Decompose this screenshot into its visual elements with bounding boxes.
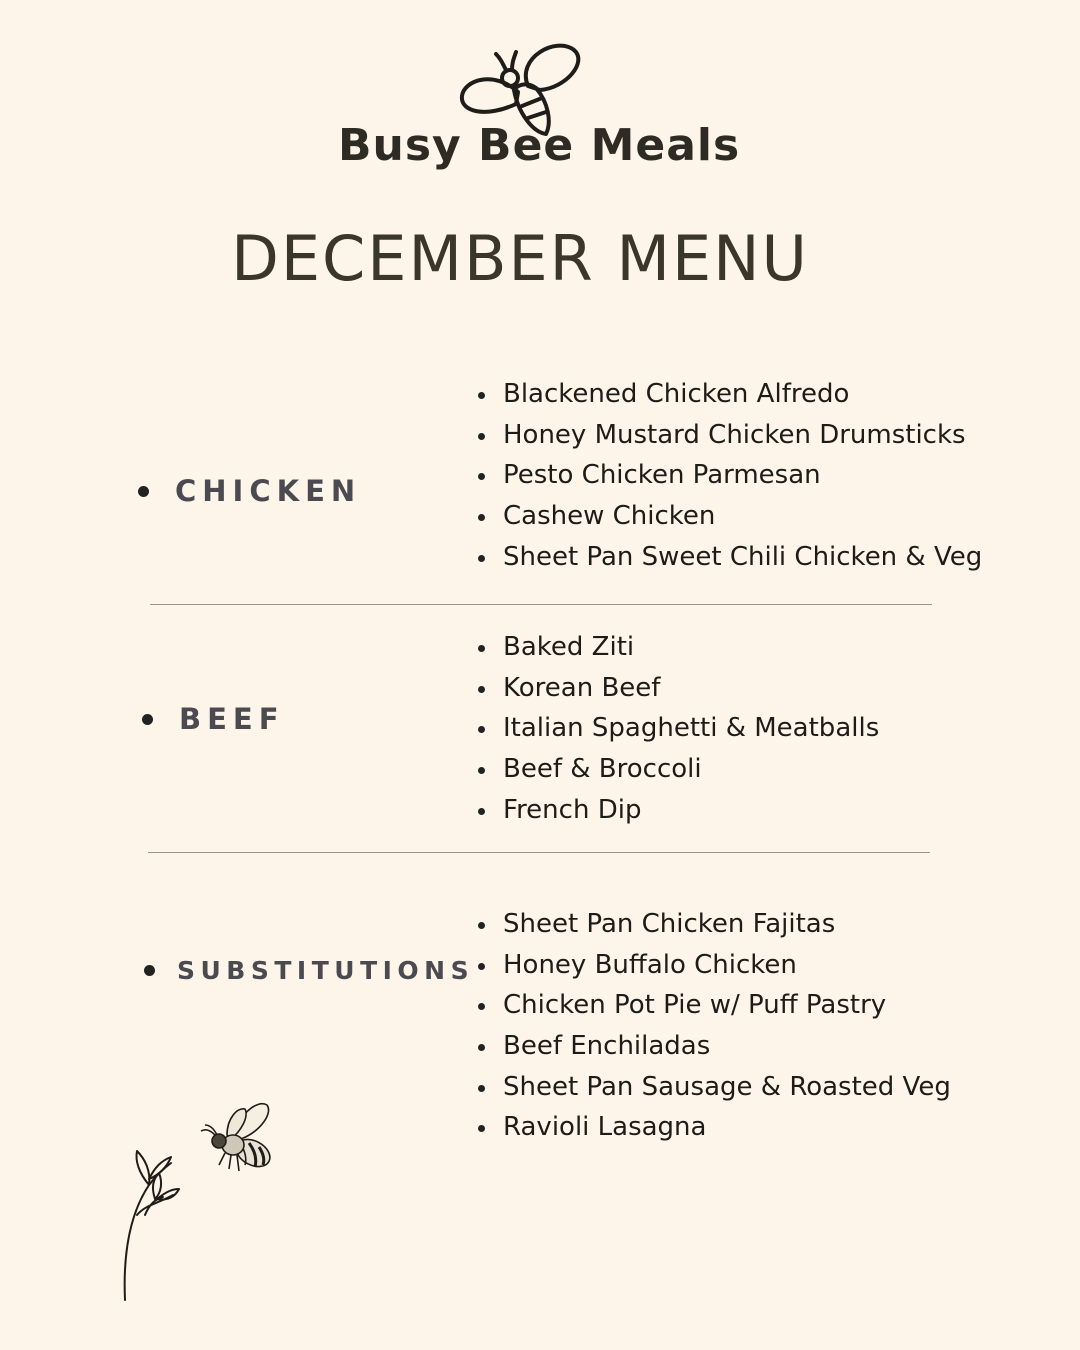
list-item: Blackened Chicken Alfredo — [476, 374, 982, 415]
section-divider — [150, 604, 932, 605]
list-item: Honey Buffalo Chicken — [476, 945, 951, 986]
brand-name: Busy Bee Meals — [338, 120, 741, 171]
page-title: DECEMBER MENU — [231, 222, 809, 295]
list-item: Korean Beef — [476, 668, 879, 709]
category-label: SUBSTITUTIONS — [177, 956, 475, 985]
bullet-dot — [142, 714, 153, 725]
brand-logo — [338, 40, 741, 180]
category-substitutions — [144, 956, 474, 985]
list-item: Pesto Chicken Parmesan — [476, 455, 982, 496]
list-item: Beef Enchiladas — [476, 1026, 951, 1067]
category-label: CHICKEN — [175, 474, 362, 508]
list-item: Chicken Pot Pie w/ Puff Pastry — [476, 985, 951, 1026]
chicken-menu-list — [476, 374, 982, 577]
list-item: Sheet Pan Sweet Chili Chicken & Veg — [476, 537, 982, 578]
list-item: Honey Mustard Chicken Drumsticks — [476, 415, 982, 456]
section-divider — [148, 852, 930, 853]
category-chicken — [138, 474, 361, 508]
substitutions-menu-list — [476, 904, 951, 1148]
list-item: Ravioli Lasagna — [476, 1107, 951, 1148]
list-item: Sheet Pan Chicken Fajitas — [476, 904, 951, 945]
category-beef — [142, 702, 285, 736]
list-item: Sheet Pan Sausage & Roasted Veg — [476, 1067, 951, 1108]
bee-icon — [201, 1104, 275, 1172]
bullet-dot — [144, 965, 155, 976]
list-item: Baked Ziti — [476, 627, 879, 668]
list-item: Italian Spaghetti & Meatballs — [476, 708, 879, 749]
leaf-sprig-icon — [125, 1151, 179, 1300]
list-item: French Dip — [476, 790, 879, 831]
category-label: BEEF — [179, 702, 285, 736]
decoration-illustration — [115, 1095, 285, 1305]
bullet-dot — [138, 486, 149, 497]
list-item: Beef & Broccoli — [476, 749, 879, 790]
beef-menu-list — [476, 627, 879, 830]
list-item: Cashew Chicken — [476, 496, 982, 537]
